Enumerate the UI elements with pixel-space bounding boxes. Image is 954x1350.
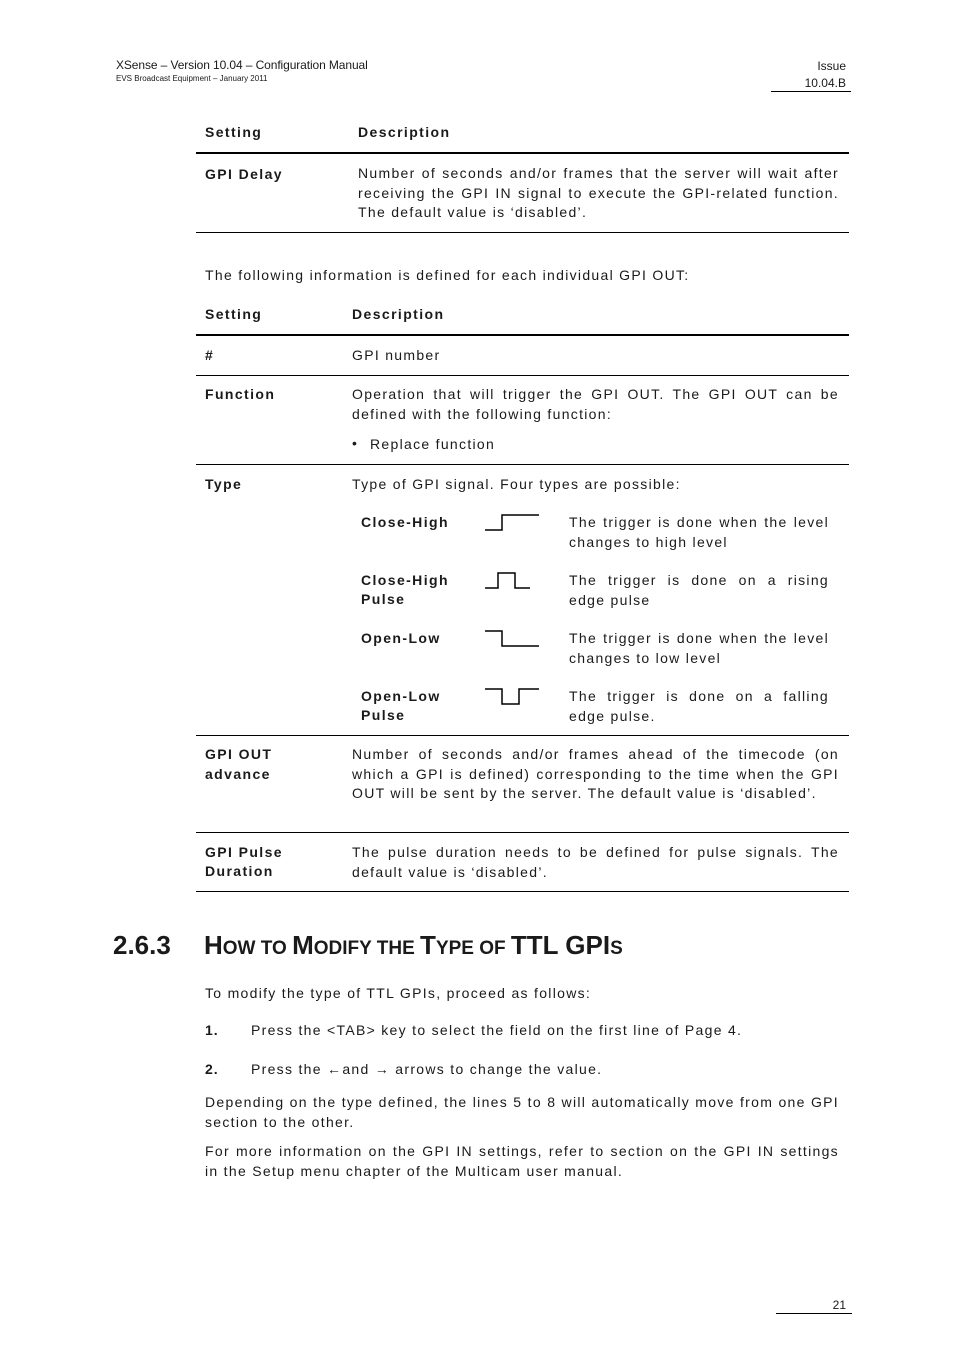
page-number: 21 xyxy=(832,1298,846,1312)
signal-name-close-high-pulse: Close-High Pulse xyxy=(361,572,449,607)
table1-description-gpi-delay: Number of seconds and/or frames that the server will wait after receiving the GPI IN signal to execute the GPI-related function. The default value is ‘disabled’. xyxy=(358,165,839,220)
step-1-text: Press the <TAB> key to select the field on the first line of Page 4. xyxy=(251,1022,743,1038)
table2-header-setting: Setting xyxy=(205,306,263,322)
table2-setting-pulse-line1: GPI Pulse xyxy=(205,844,283,860)
step-2-text: Press the ←and → arrows to change the value. xyxy=(251,1061,603,1077)
table2-setting-advance-line1: GPI OUT xyxy=(205,746,273,762)
table1-setting-gpi-delay: GPI Delay xyxy=(205,166,283,182)
table2-description-function: Operation that will trigger the GPI OUT. The GPI OUT can be defined with the following function: xyxy=(352,386,839,422)
table2-rule-2 xyxy=(196,464,849,465)
function-bullet-text: Replace function xyxy=(370,436,496,452)
header-subtitle: EVS Broadcast Equipment – January 2011 xyxy=(116,74,268,83)
signal-description-close-high-pulse: The trigger is done on a rising edge pulse xyxy=(569,572,829,608)
step-1-number: 1. xyxy=(205,1022,219,1038)
footer-rule xyxy=(776,1313,852,1314)
table2-rule-3 xyxy=(196,735,849,736)
table2-header-rule xyxy=(196,334,849,336)
signal-name-open-low-pulse: Open-Low Pulse xyxy=(361,688,441,723)
close-high-pulse-signal-icon xyxy=(484,570,540,590)
table2-header-description: Description xyxy=(352,306,445,322)
table2-setting-pulse-line2: Duration xyxy=(205,863,274,879)
step-2-number: 2. xyxy=(205,1061,219,1077)
table2-description-number: GPI number xyxy=(352,347,441,363)
bullet-icon: • xyxy=(352,435,357,451)
section-intro: To modify the type of TTL GPIs, proceed as follows: xyxy=(205,985,592,1001)
table2-description-advance: Number of seconds and/or frames ahead of the timecode (on which a GPI is defined) corresponding to the time when the GPI OUT will be sent by the server. The default value is ‘disabled’. xyxy=(352,746,839,801)
close-high-signal-icon xyxy=(484,512,540,532)
table2-description-pulse: The pulse duration needs to be defined for pulse signals. The default value is ‘disabled’. xyxy=(352,844,839,880)
table1-header-setting: Setting xyxy=(205,124,263,140)
table2-bottom-rule xyxy=(196,891,849,892)
table2-rule-1 xyxy=(196,375,849,376)
signal-description-open-low: The trigger is done when the level changes to low level xyxy=(569,630,829,666)
section-number: 2.6.3 xyxy=(113,930,171,960)
open-low-signal-icon xyxy=(484,628,540,648)
header-issue-label: Issue xyxy=(817,59,846,73)
table1-bottom-rule xyxy=(196,232,849,233)
table2-setting-type: Type xyxy=(205,476,243,492)
header-rule xyxy=(771,91,851,92)
table1-header-rule xyxy=(196,152,849,154)
header-issue-version: 10.04.B xyxy=(804,76,846,90)
table1-header-description: Description xyxy=(358,124,451,140)
open-low-pulse-signal-icon xyxy=(484,686,540,706)
table2-rule-4 xyxy=(196,832,849,833)
table2-setting-function: Function xyxy=(205,386,276,402)
signal-description-close-high: The trigger is done when the level changes to high level xyxy=(569,514,829,550)
section-title: HOW TO MODIFY THE TYPE OF TTL GPIS xyxy=(204,930,623,960)
signal-name-open-low: Open-Low xyxy=(361,630,441,646)
signal-description-open-low-pulse: The trigger is done on a falling edge pulse. xyxy=(569,688,829,724)
gpi-out-intro: The following information is defined for each individual GPI OUT: xyxy=(205,267,690,283)
signal-name-close-high: Close-High xyxy=(361,514,449,530)
section-paragraph-1: Depending on the type defined, the lines 5 to 8 will automatically move from one GPI section to the other. xyxy=(205,1094,839,1130)
table2-description-type: Type of GPI signal. Four types are possible: xyxy=(352,476,681,492)
section-paragraph-2: For more information on the GPI IN settings, refer to section on the GPI IN settings in the Setup menu chapter of the Multicam user manual. xyxy=(205,1143,839,1179)
table2-setting-advance-line2: advance xyxy=(205,766,271,782)
table2-setting-number: # xyxy=(205,347,215,363)
header-title: XSense – Version 10.04 – Configuration Manual xyxy=(116,58,368,72)
